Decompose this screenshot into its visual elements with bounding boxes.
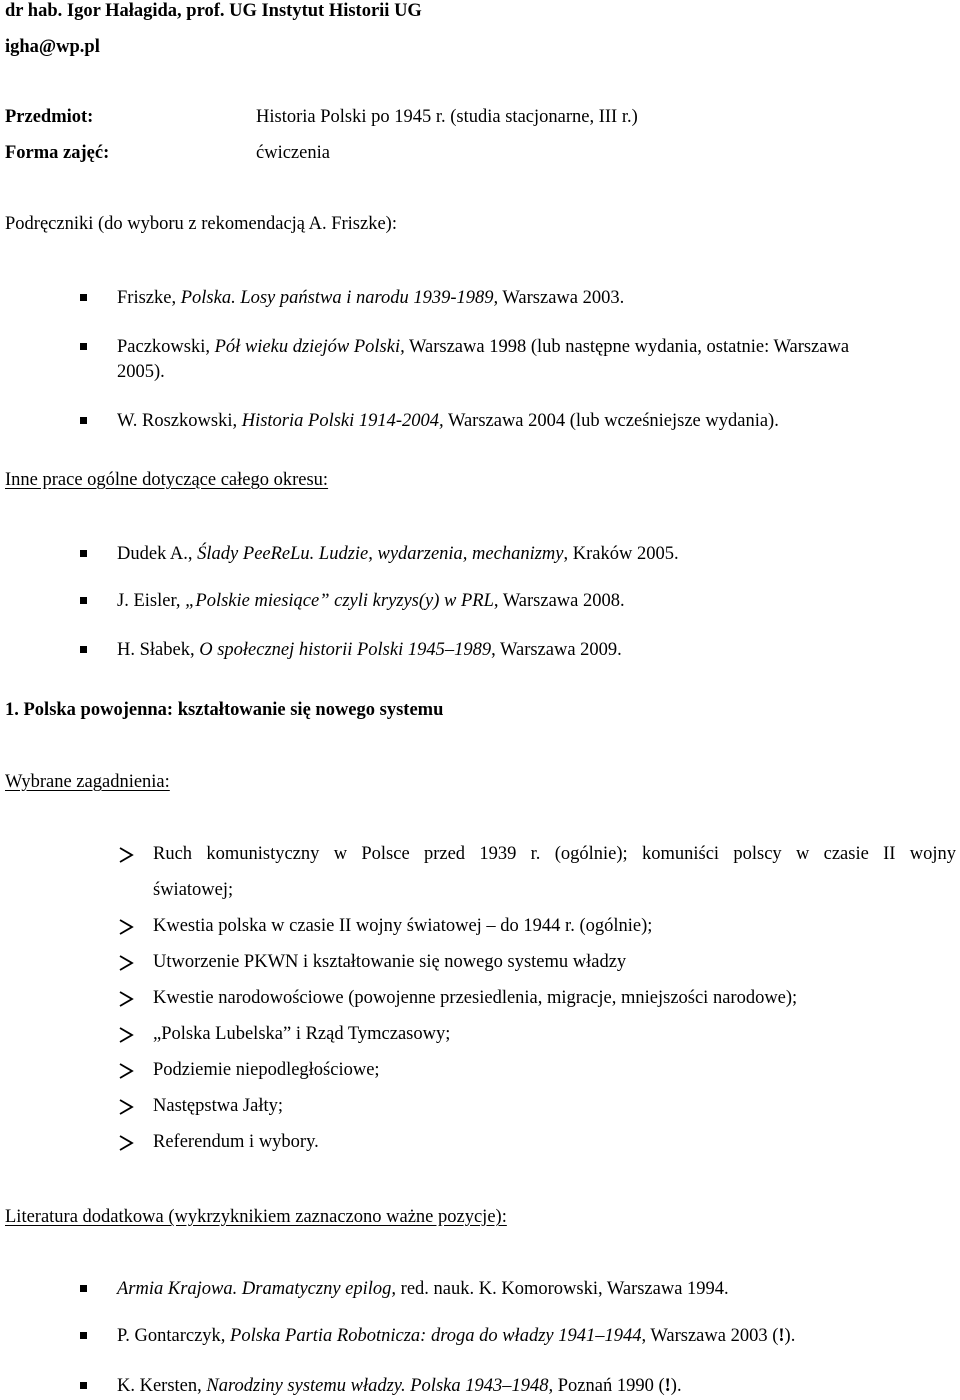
topic-item: Podziemie niepodległościowe;: [153, 1060, 380, 1080]
arrow-bullet-icon: [117, 1098, 135, 1116]
literature-item: Armia Krajowa. Dramatyczny epilog, red. nauk. K. Komorowski, Warszawa 1994.: [117, 1279, 729, 1299]
arrow-bullet-icon: [117, 1062, 135, 1080]
square-bullet-icon: [80, 1285, 87, 1292]
form-value: ćwiczenia: [256, 143, 330, 163]
topic-item: Kwestia polska w czasie II wojny światowej – do 1944 r. (ogólnie);: [153, 916, 653, 936]
email-line: igha@wp.pl: [5, 37, 100, 57]
general-works-heading: Inne prace ogólne dotyczące całego okresu:: [5, 470, 329, 490]
square-bullet-icon: [80, 1382, 87, 1389]
textbook-item: Friszke, Polska. Losy państwa i narodu 1939-1989, Warszawa 2003.: [117, 288, 625, 308]
topic-item: Kwestie narodowościowe (powojenne przesiedlenia, migracje, mniejszości narodowe);: [153, 988, 798, 1008]
topic-item: Ruch komunistyczny w Polsce przed 1939 r. (ogólnie); komuniści polscy w czasie II wojny: [153, 844, 956, 864]
general-item: H. Słabek, O społecznej historii Polski 1945–1989, Warszawa 2009.: [117, 640, 622, 660]
literature-item: K. Kersten, Narodziny systemu władzy. Polska 1943–1948, Poznań 1990 (!).: [117, 1376, 682, 1396]
square-bullet-icon: [80, 294, 87, 301]
subject-label: Przedmiot:: [5, 107, 94, 127]
arrow-bullet-icon: [117, 1134, 135, 1152]
arrow-bullet-icon: [117, 954, 135, 972]
topics-heading: Wybrane zagadnienia:: [5, 772, 170, 792]
general-item: Dudek A., Ślady PeeReLu. Ludzie, wydarzenia, mechanizmy, Kraków 2005.: [117, 544, 679, 564]
square-bullet-icon: [80, 597, 87, 604]
square-bullet-icon: [80, 646, 87, 653]
textbooks-heading: Podręczniki (do wyboru z rekomendacją A. Friszke):: [5, 214, 397, 234]
textbook-item-continuation: 2005).: [117, 362, 165, 382]
square-bullet-icon: [80, 550, 87, 557]
section-title: 1. Polska powojenna: kształtowanie się nowego systemu: [5, 700, 444, 720]
topic-item: Następstwa Jałty;: [153, 1096, 283, 1116]
literature-heading: Literatura dodatkowa (wykrzyknikiem zaznaczono ważne pozycje):: [5, 1207, 507, 1227]
topic-item: Referendum i wybory.: [153, 1132, 319, 1152]
arrow-bullet-icon: [117, 990, 135, 1008]
author-line: dr hab. Igor Hałagida, prof. UG Instytut Historii UG: [5, 1, 422, 21]
square-bullet-icon: [80, 417, 87, 424]
textbook-item: Paczkowski, Pół wieku dziejów Polski, Warszawa 1998 (lub następne wydania, ostatnie: Warszawa: [117, 337, 850, 357]
topic-item-continuation: światowej;: [153, 880, 234, 900]
arrow-bullet-icon: [117, 918, 135, 936]
topic-item: Utworzenie PKWN i kształtowanie się nowego systemu władzy: [153, 952, 627, 972]
topic-item: „Polska Lubelska” i Rząd Tymczasowy;: [153, 1024, 451, 1044]
literature-item: P. Gontarczyk, Polska Partia Robotnicza: droga do władzy 1941–1944, Warszawa 2003 (!).: [117, 1326, 796, 1346]
textbook-item: W. Roszkowski, Historia Polski 1914-2004, Warszawa 2004 (lub wcześniejsze wydania).: [117, 411, 779, 431]
arrow-bullet-icon: [117, 846, 135, 864]
arrow-bullet-icon: [117, 1026, 135, 1044]
form-label: Forma zajęć:: [5, 143, 110, 163]
subject-value: Historia Polski po 1945 r. (studia stacjonarne, III r.): [256, 107, 638, 127]
square-bullet-icon: [80, 343, 87, 350]
square-bullet-icon: [80, 1332, 87, 1339]
general-item: J. Eisler, „Polskie miesiące” czyli kryzys(y) w PRL, Warszawa 2008.: [117, 591, 625, 611]
